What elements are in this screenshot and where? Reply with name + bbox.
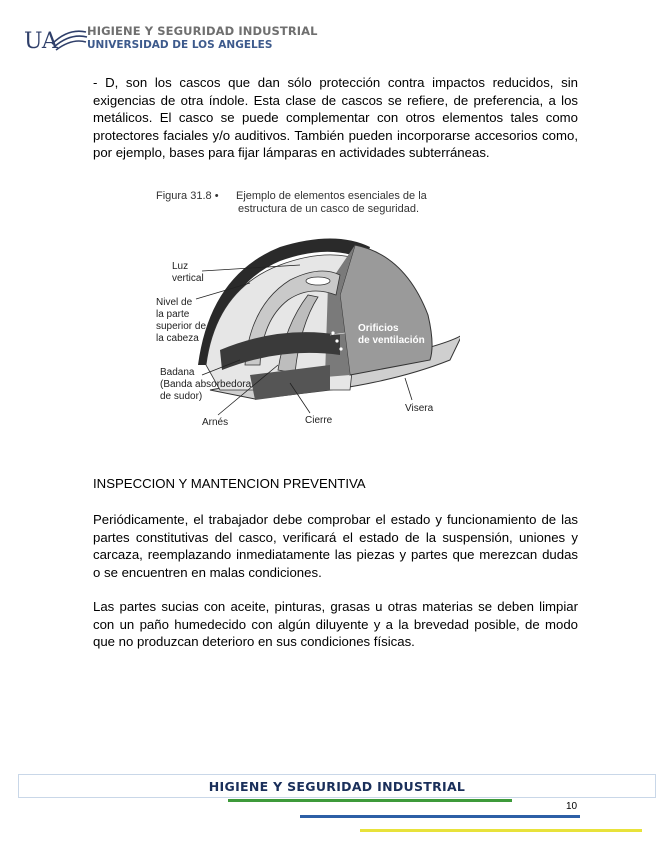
label-badana-1: Badana [160, 367, 195, 378]
paragraph-class-d: - D, son los cascos que dan sólo protección contra impactos reducidos, sin exigencias de otra índole. Esta clase de cascos se refiere, de preferencia, a los metálicos. El casco se puede complementar con otros elementos tales como protectores faciales y/o auditivos. También pueden incorporarse accesorios como, por ejemplo, bases para fijar lámparas en actividades subterráneas. [93, 75, 578, 160]
label-cierre: Cierre [305, 415, 333, 426]
paragraph-inspection: Periódicamente, el trabajador debe comprobar el estado y funcionamiento de las partes constitutivas del casco, verificará el estado de la suspensión, uniones y carcaza, reemplazando inmediatamente las piezas y partes que merezcan dudas o se encuentren en malas condiciones. [93, 512, 578, 580]
label-luz-1: Luz [172, 261, 189, 272]
label-orificios-2: de ventilación [358, 335, 425, 346]
figure-helmet [150, 185, 460, 435]
figure-caption-line2: estructura de un casco de seguridad. [238, 203, 420, 215]
header-subtitle: UNIVERSIDAD DE LOS ANGELES [87, 39, 273, 51]
footer-line-blue [300, 815, 580, 818]
page-number: 10 [566, 801, 578, 812]
section-heading: INSPECCION Y MANTENCION PREVENTIVA [93, 476, 366, 491]
footer-line-green [228, 799, 512, 802]
paragraph-cleaning: Las partes sucias con aceite, pinturas, grasas u otras materias se deben limpiar con un paño humedecido con algún diluyente y a la brevedad posible, de modo que no produzcan deterioro en sus condiciones físicas. [93, 599, 578, 649]
label-orificios-1: Orificios [358, 323, 399, 334]
helmet-illustration [150, 185, 460, 435]
label-badana-3: de sudor) [160, 391, 203, 402]
label-nivel-2: la parte [156, 309, 190, 320]
footer-banner [18, 774, 656, 798]
label-nivel-3: superior de [156, 321, 207, 332]
label-nivel-1: Nivel de [156, 297, 193, 308]
label-nivel-4: la cabeza [156, 333, 199, 344]
label-luz-2: vertical [172, 273, 204, 284]
footer-title: HIGIENE Y SEGURIDAD INDUSTRIAL [208, 779, 466, 794]
university-logo [24, 22, 88, 56]
figure-number: Figura 31.8 • [156, 190, 219, 202]
label-visera: Visera [405, 403, 434, 414]
figure-caption-line1: Ejemplo de elementos esenciales de la [236, 190, 427, 202]
label-badana-2: (Banda absorbedora [160, 379, 252, 390]
footer-line-yellow [360, 829, 642, 832]
page-header [24, 18, 344, 58]
label-arnes: Arnés [202, 417, 229, 428]
logo-letters: UA [24, 29, 58, 54]
header-title: HIGIENE Y SEGURIDAD INDUSTRIAL [87, 24, 318, 38]
